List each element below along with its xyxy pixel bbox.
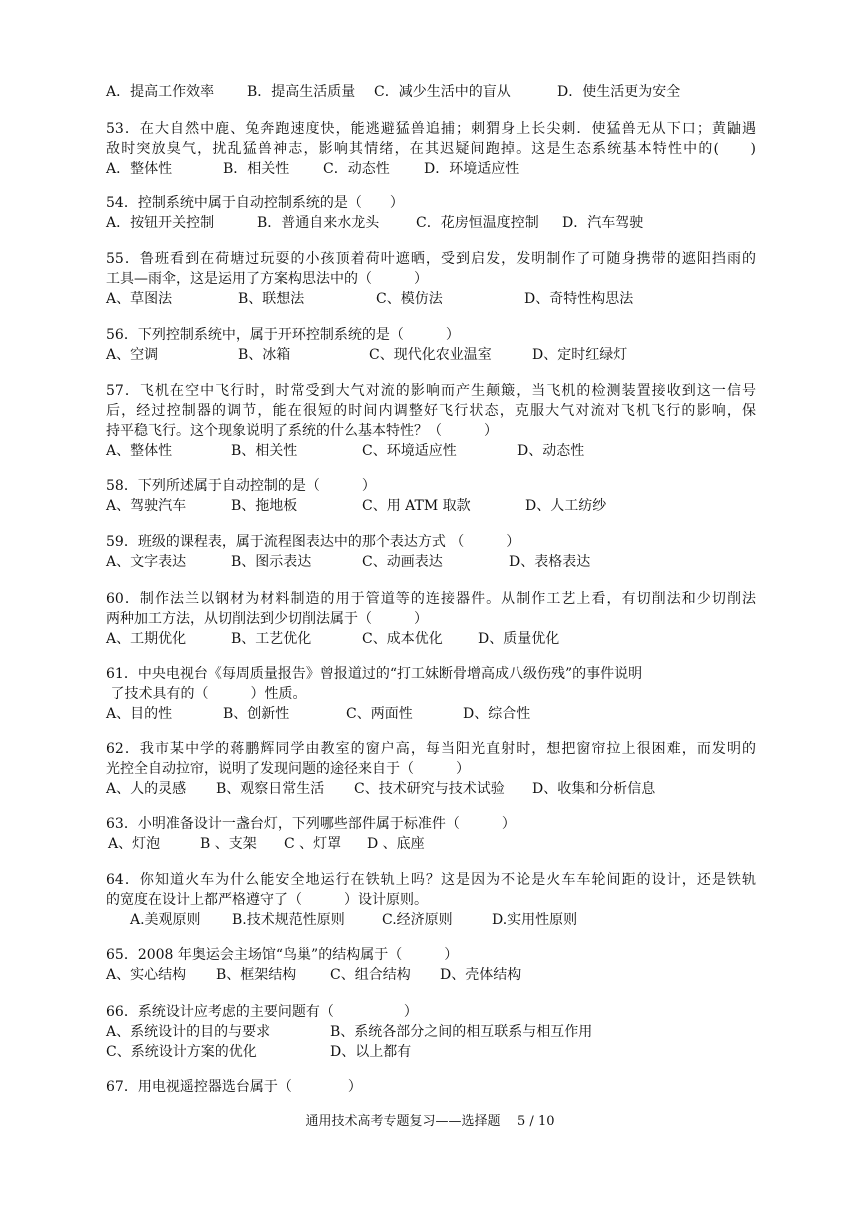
option-a: A、系统设计的目的与要求 <box>106 1024 271 1040</box>
option-d: D 、底座 <box>367 836 425 852</box>
option-c: C．花房恒温度控制 <box>416 215 539 231</box>
question-65 <box>106 945 756 985</box>
question-text-line: 持平稳飞行。这个现象说明了系统的什么基本特性？（ ） <box>106 423 498 439</box>
option-a: A．提高工作效率 <box>106 84 215 100</box>
option-a: A、工期优化 <box>106 631 187 647</box>
question-54 <box>106 193 756 233</box>
question-text-line: 61．中央电视台《每周质量报告》曾报道过的“打工妹断骨增高成八级伤残”的事件说明 <box>106 666 643 682</box>
question-text-line: 59．班级的课程表，属于流程图表达中的那个表达方式 （ ） <box>106 534 521 550</box>
question-text-line: 53．在大自然中鹿、兔奔跑速度快，能逃避猛兽追捕；刺猬身上长尖刺．使猛兽无从下口；黄鼬遇 <box>106 121 756 137</box>
option-a: A、目的性 <box>106 706 173 722</box>
question-text-line: 后，经过控制器的调节，能在很短的时间内调整好飞行状态，克服大气对流对飞机飞行的影响，保 <box>106 403 756 419</box>
option-row <box>106 1022 756 1042</box>
question-text-line: 66．系统设计应考虑的主要问题有（ ） <box>106 1004 418 1020</box>
option-b: B.技术规范性原则 <box>232 912 345 928</box>
option-d: D、人工纺纱 <box>525 498 607 514</box>
question-text-line: 光控全自动拉帘，说明了发现问题的途径来自于（ ） <box>106 761 470 777</box>
page-number: 5 / 10 <box>517 1114 555 1129</box>
option-a: A、灯泡 <box>108 836 161 852</box>
question-text-line: 62．我市某中学的蒋鹏辉同学由教室的窗户高，每当阳光直射时，想把窗帘拉上很困难，而发明的 <box>106 741 756 757</box>
question-text-line: 57．飞机在空中飞行时，时常受到大气对流的影响而产生颠簸，当飞机的检测装置接收到这一信号 <box>106 383 756 399</box>
option-a: A、空调 <box>106 347 159 363</box>
question-66 <box>106 1002 756 1062</box>
question-58 <box>106 476 756 516</box>
option-b: B、工艺优化 <box>231 631 312 647</box>
option-a: A、整体性 <box>106 443 173 459</box>
option-d: D.实用性原则 <box>492 912 578 928</box>
question-56 <box>106 325 756 365</box>
page-footer <box>0 1113 860 1131</box>
option-row <box>106 834 756 854</box>
option-b: B、系统各部分之间的相互联系与相互作用 <box>330 1024 593 1040</box>
footer-title: 通用技术高考专题复习——选择题 <box>305 1114 501 1129</box>
option-c: C、两面性 <box>346 706 413 722</box>
option-a: A．按钮开关控制 <box>106 215 215 231</box>
option-a: A.美观原则 <box>130 912 201 928</box>
option-a: A、实心结构 <box>106 967 187 983</box>
option-row <box>106 779 756 799</box>
option-a: A、驾驶汽车 <box>106 498 187 514</box>
question-67 <box>106 1077 756 1097</box>
option-b: B、拖地板 <box>231 498 298 514</box>
question-text-line: 55．鲁班看到在荷塘过玩耍的小孩顶着荷叶遮晒，受到启发，发明制作了可随身携带的遮阳挡雨的 <box>106 251 756 267</box>
option-row <box>106 289 756 309</box>
option-b: B、框架结构 <box>216 967 297 983</box>
option-c: C、用 ATM 取款 <box>362 498 471 514</box>
question-text-line: 60．制作法兰以钢材为材料制造的用于管道等的连接器件。从制作工艺上看，有切削法和少切削法 <box>106 591 756 607</box>
option-c: C、技术研究与技术试验 <box>354 781 505 797</box>
option-d: D、奇特性构思法 <box>524 291 634 307</box>
option-d: D、壳体结构 <box>440 967 522 983</box>
question-62 <box>106 739 756 799</box>
option-c: C、环境适应性 <box>362 443 457 459</box>
question-61 <box>106 664 756 724</box>
option-d: D．环境适应性 <box>424 161 520 177</box>
question-text-line: 63．小明准备设计一盏台灯，下列哪些部件属于标准件（ ） <box>106 816 516 832</box>
option-d: D、收集和分析信息 <box>532 781 656 797</box>
option-d: D、质量优化 <box>478 631 560 647</box>
option-b: B、相关性 <box>231 443 298 459</box>
option-b: B、冰箱 <box>238 347 291 363</box>
question-63 <box>106 814 756 854</box>
question-text-line: 工具—雨伞，这是运用了方案构思法中的（ ） <box>106 271 428 287</box>
option-c: C、成本优化 <box>362 631 443 647</box>
option-d: D．使生活更为安全 <box>557 84 681 100</box>
option-row <box>106 441 756 461</box>
option-row <box>106 965 756 985</box>
option-c: C、模仿法 <box>376 291 443 307</box>
question-text-line: 56．下列控制系统中，属于开环控制系统的是（ ） <box>106 327 460 343</box>
option-c: C、动画表达 <box>362 554 443 570</box>
option-c: C、组合结构 <box>330 967 411 983</box>
option-b: B、观察日常生活 <box>216 781 325 797</box>
option-row <box>106 910 756 930</box>
option-row <box>106 704 756 724</box>
option-a: A、人的灵感 <box>106 781 187 797</box>
option-row <box>106 345 756 365</box>
question-text-line: 58．下列所述属于自动控制的是（ ） <box>106 478 376 494</box>
option-row <box>106 159 756 179</box>
option-row <box>106 629 756 649</box>
option-d: D．汽车驾驶 <box>562 215 644 231</box>
option-c: C．减少生活中的盲从 <box>374 84 511 100</box>
option-b: B．提高生活质量 <box>247 84 356 100</box>
option-d: D、以上都有 <box>330 1044 412 1060</box>
option-a: A．整体性 <box>106 161 173 177</box>
option-b: B．普通自来水龙头 <box>257 215 380 231</box>
option-row <box>106 82 756 102</box>
option-c: C．动态性 <box>323 161 390 177</box>
question-57 <box>106 381 756 461</box>
question-64 <box>106 870 756 930</box>
question-52-tail <box>106 82 756 102</box>
option-d: D、综合性 <box>463 706 531 722</box>
option-row <box>106 1042 756 1062</box>
question-55 <box>106 249 756 309</box>
option-row <box>106 552 756 572</box>
option-row <box>106 496 756 516</box>
question-text-line: 的宽度在设计上都严格遵守了（ ）设计原则。 <box>106 892 428 908</box>
question-59 <box>106 532 756 572</box>
option-b: B、联想法 <box>238 291 305 307</box>
question-text-line: 两种加工方法，从切削法到少切削法属于（ ） <box>106 611 428 627</box>
option-d: D、表格表达 <box>509 554 591 570</box>
question-text-line: 67．用电视遥控器选台属于（ ） <box>106 1079 362 1095</box>
question-text-line: 敌时突放臭气，扰乱猛兽神志，影响其情绪，在其迟疑间跑掉。这是生态系统基本特性中的( ) <box>106 141 756 157</box>
option-c: C.经济原则 <box>382 912 453 928</box>
option-a: A、草图法 <box>106 291 173 307</box>
question-text-line: 了技术具有的（ ）性质。 <box>106 686 307 702</box>
option-d: D、动态性 <box>517 443 585 459</box>
question-60 <box>106 589 756 649</box>
option-b: B 、支架 <box>200 836 257 852</box>
question-text-line: 64．你知道火车为什么能安全地运行在铁轨上吗？这是因为不论是火车车轮间距的设计，还是铁轨 <box>106 872 756 888</box>
option-b: B、图示表达 <box>231 554 312 570</box>
option-c: C、现代化农业温室 <box>369 347 492 363</box>
option-row <box>106 213 756 233</box>
option-b: B．相关性 <box>223 161 290 177</box>
option-d: D、定时红绿灯 <box>532 347 628 363</box>
option-a: A、文字表达 <box>106 554 187 570</box>
question-text-line: 54．控制系统中属于自动控制系统的是（ ） <box>106 195 404 211</box>
question-53 <box>106 119 756 179</box>
question-text-line: 65．2008 年奥运会主场馆“鸟巢”的结构属于（ ） <box>106 947 459 963</box>
option-c: C、系统设计方案的优化 <box>106 1044 257 1060</box>
option-c: C 、灯罩 <box>284 836 342 852</box>
option-b: B、创新性 <box>223 706 290 722</box>
